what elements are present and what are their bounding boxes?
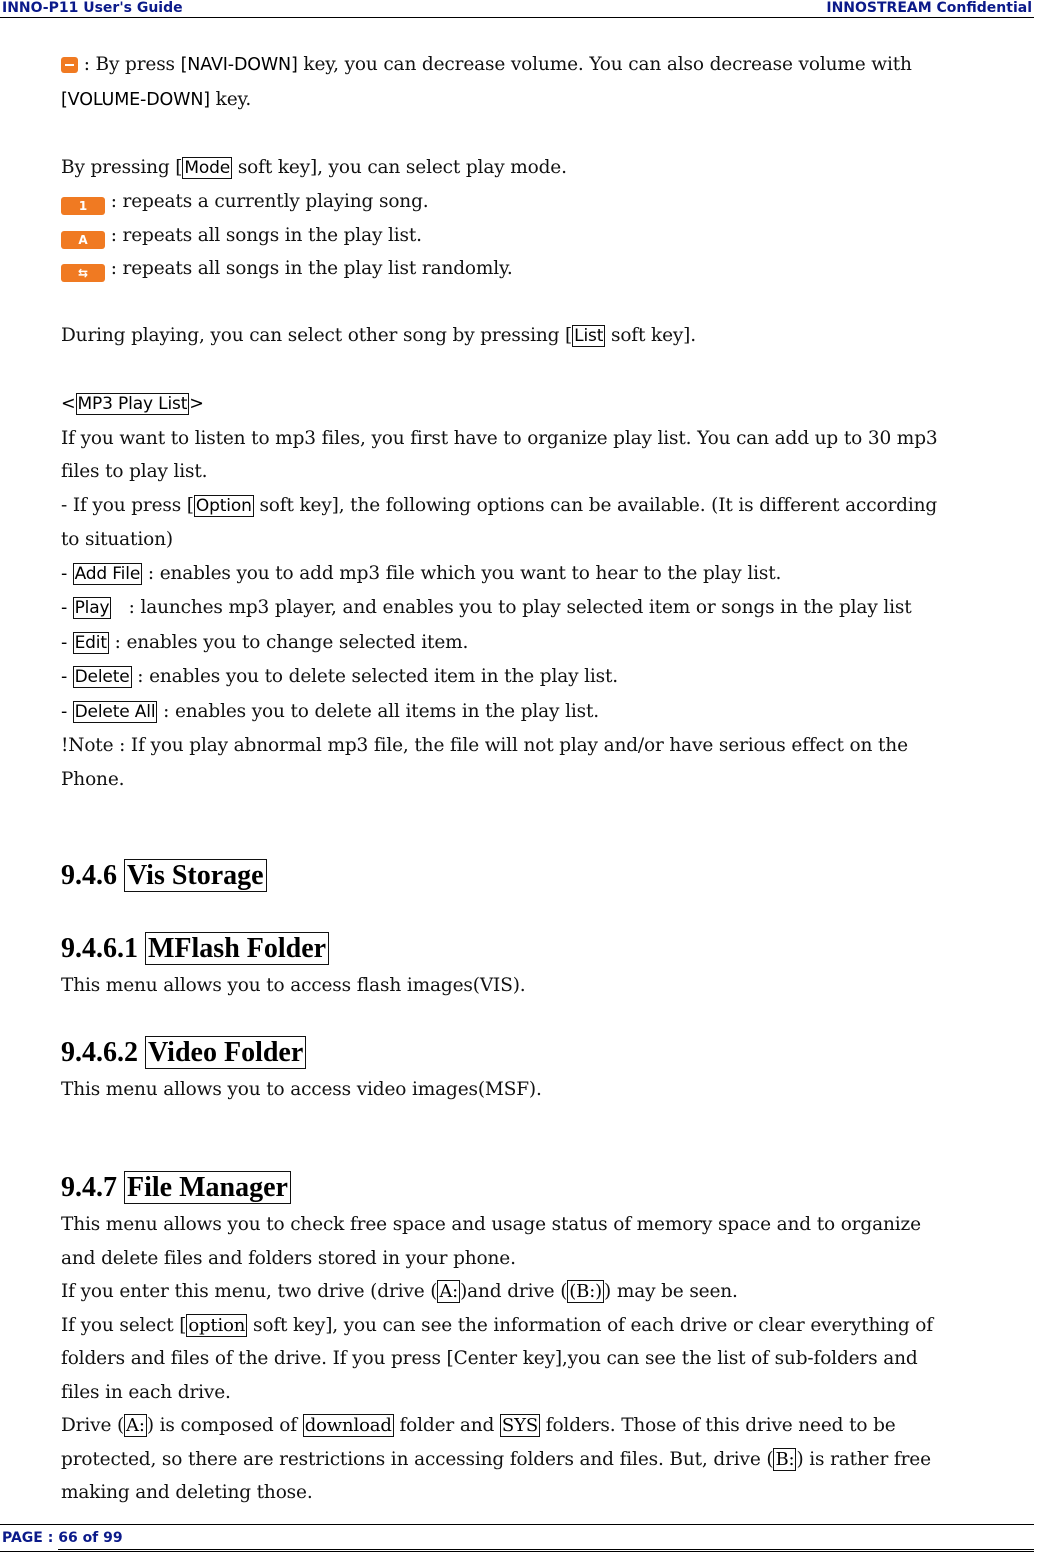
header-confidential: INNOSTREAM Confidential	[826, 0, 1032, 16]
playlist-heading: < MP3 Play List >	[61, 394, 204, 414]
section-heading-file-manager: 9.4.7 File Manager	[61, 1168, 1036, 1208]
play-label: Play	[74, 598, 110, 618]
option-paragraph: - If you press [ Option soft key], the following options can be available. (It is different according	[61, 494, 938, 516]
list-item-delete: - Delete : enables you to delete selected item in the play list.	[61, 666, 619, 687]
option-softkey-label: Option	[195, 495, 252, 516]
section-heading-vis-storage: 9.4.6 Vis Storage	[61, 856, 1036, 896]
option-lower-label: option	[188, 1314, 246, 1336]
file-manager-drives: If you enter this menu, two drive (drive ( A: )and drive ( (B:) ) may be seen.	[61, 1281, 738, 1302]
list-item-edit: - Edit : enables you to change selected item.	[61, 631, 469, 653]
sys-folder-label: SYS	[501, 1415, 539, 1436]
file-manager-option: If you select [ option soft key], you can see the information of each drive or clear everything of	[61, 1314, 933, 1336]
header-title: INNO-P11 User's Guide	[2, 0, 183, 16]
page-header	[0, 0, 1034, 18]
file-manager-drive-a: Drive ( A: ) is composed of download folder and SYS folders. Those of this drive need to be	[61, 1415, 896, 1436]
download-folder-label: download	[304, 1415, 392, 1436]
drive-a-label-2: A:	[126, 1415, 145, 1436]
file-manager-desc-2: and delete files and folders stored in your phone.	[61, 1247, 516, 1269]
edit-label: Edit	[74, 632, 107, 653]
repeat-one-icon: 1	[61, 197, 105, 215]
page-footer	[0, 1524, 1034, 1552]
playlist-desc-1: If you want to listen to mp3 files, you first have to organize play list. You can add up to 30 mp3	[61, 427, 938, 449]
section-heading-mflash-folder: 9.4.6.1 MFlash Folder	[61, 929, 1036, 969]
page-number: PAGE : 66 of 99	[2, 1530, 123, 1546]
mode-paragraph: By pressing [ Mode soft key], you can select play mode.	[61, 156, 567, 178]
volume-down-paragraph-cont: [VOLUME-DOWN] key.	[61, 88, 252, 110]
file-manager-desc-9: making and deleting those.	[61, 1482, 313, 1503]
mflash-desc: This menu allows you to access flash images(VIS).	[61, 975, 526, 996]
shuffle-icon: ⇆	[61, 264, 105, 282]
mp3-play-list-label: MP3 Play List	[77, 394, 188, 414]
list-paragraph: During playing, you can select other song by pressing [ List soft key].	[61, 325, 696, 346]
note-line-2: Phone.	[61, 768, 125, 790]
repeat-all-line: A : repeats all songs in the play list.	[61, 219, 1036, 253]
playlist-desc-2: files to play list.	[61, 461, 208, 482]
repeat-all-icon: A	[61, 231, 105, 249]
file-manager-protected: protected, so there are restrictions in accessing folders and files. But, drive ( B: ) is rather free	[61, 1448, 931, 1470]
list-item-play: - Play : launches mp3 player, and enables you to play selected item or songs in the play list	[61, 597, 912, 618]
drive-b-label: (B:)	[569, 1281, 603, 1302]
video-desc: This menu allows you to access video images(MSF).	[61, 1078, 542, 1100]
note-line-1: !Note : If you play abnormal mp3 file, the file will not play and/or have serious effect on the	[61, 735, 908, 756]
repeat-one-line: 1 : repeats a currently playing song.	[61, 185, 1036, 219]
page-content	[61, 48, 1036, 1510]
file-manager-desc-1: This menu allows you to check free space and usage status of memory space and to organize	[61, 1214, 921, 1235]
minus-icon	[61, 57, 78, 73]
shuffle-line: ⇆ : repeats all songs in the play list randomly.	[61, 252, 1036, 286]
delete-all-label: Delete All	[74, 701, 156, 722]
volume-down-key: [VOLUME-DOWN]	[61, 89, 210, 110]
list-item-add-file: - Add File : enables you to add mp3 file which you want to hear to the play list.	[61, 562, 782, 584]
file-manager-desc-5: folders and files of the drive. If you press [Center key],you can see the list of sub-folders and	[61, 1348, 918, 1369]
list-softkey-label: List	[574, 326, 604, 346]
mode-softkey-label: Mode	[184, 157, 231, 178]
drive-b-label-2: B:	[775, 1448, 795, 1470]
delete-label: Delete	[74, 667, 130, 687]
section-heading-video-folder: 9.4.6.2 Video Folder	[61, 1033, 1036, 1073]
add-file-label: Add File	[74, 563, 141, 584]
drive-a-label: A:	[439, 1281, 459, 1302]
navi-down-key: [NAVI-DOWN]	[180, 55, 298, 75]
option-paragraph-cont: to situation)	[61, 529, 173, 550]
volume-down-paragraph: : By press [NAVI-DOWN] key, you can decrease volume. You can also decrease volume with	[61, 48, 1036, 83]
list-item-delete-all: - Delete All : enables you to delete all items in the play list.	[61, 700, 599, 722]
file-manager-desc-6: files in each drive.	[61, 1381, 231, 1403]
